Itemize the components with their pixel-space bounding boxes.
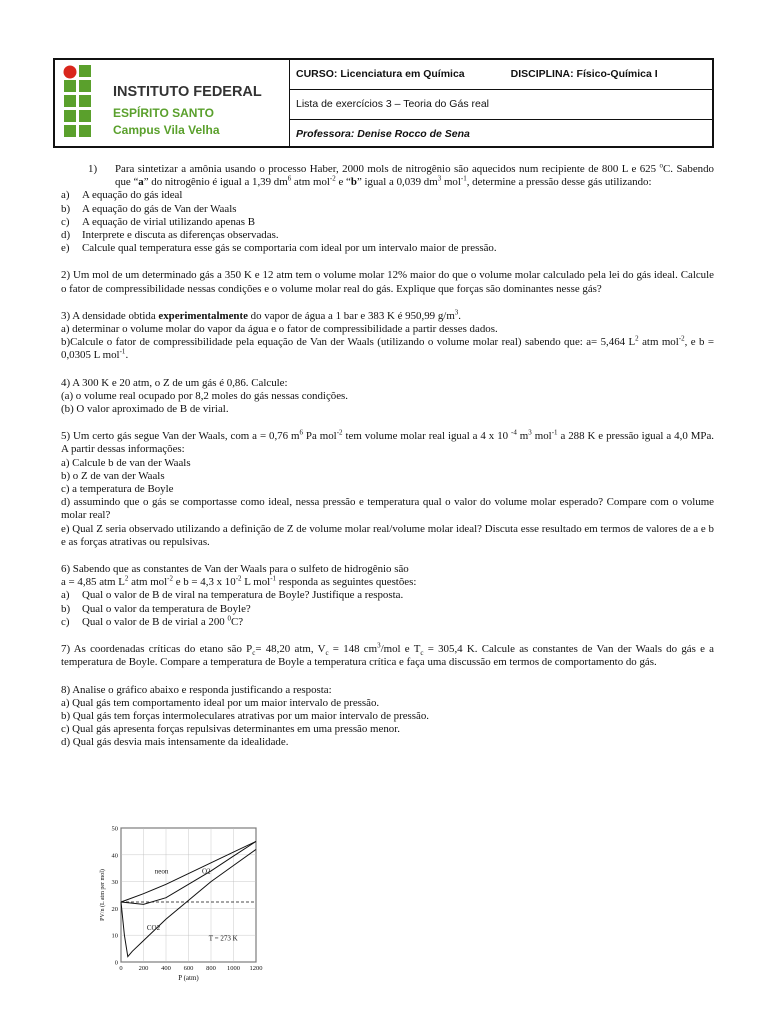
- header-info: [290, 60, 712, 146]
- question-4: [61, 377, 714, 417]
- list-item: e) Calcule qual temperatura esse gás se comportaria com ideal por um intervalo maior de pressão.: [61, 242, 497, 255]
- list-item: (b) O valor aproximado de B de virial.: [61, 403, 229, 416]
- header-row-course: [290, 60, 712, 90]
- pv-vs-pressure-chart: [96, 822, 266, 982]
- x-tick-label: 400: [161, 965, 171, 972]
- series-label-co2: CO2: [146, 923, 161, 932]
- x-tick-label: 1000: [227, 965, 240, 972]
- logo-line-1: INSTITUTO FEDERAL: [113, 84, 262, 100]
- x-tick-label: 600: [183, 965, 194, 972]
- x-axis-label: P (atm): [178, 974, 199, 982]
- list-item: a) Qual gás tem comportamento ideal por um maior intervalo de pressão.: [61, 696, 380, 709]
- list-item: b) Qual gás tem forças intermoleculares atrativas por um maior intervalo de pressão.: [61, 709, 430, 722]
- series-label-o2: O2: [202, 867, 211, 876]
- question-6-intro: 6) Sabendo que as constantes de Van der Waals para o sulfeto de hidrogênio são: [61, 563, 409, 576]
- list-item: b) A equação do gás de Van der Waals: [61, 202, 237, 215]
- list-item: b) Qual o valor da temperatura de Boyle?: [61, 602, 251, 615]
- list-item: a) Calcule b de van der Waals: [61, 456, 191, 469]
- question-1: 1) Para sintetizar a amônia usando o processo Haber, 2000 mols de nitrogênio são aquecidos num recipiente de 800 L e 625 $^o$C. Sabendo que “a” do nitrogênio é igual a 1,39 $dm^6$ atm mol$^{-2}$ e “b” igual a 0,039 $dm^3$ mol$^{-1}$, determine a pressão desse gás utilizando:: [88, 161, 714, 189]
- list-item: a) Qual o valor de B de viral na temperatura de Boyle? Justifique a resposta.: [61, 589, 404, 602]
- y-tick-label: 30: [111, 879, 118, 887]
- logo-line-3: Campus Vila Velha: [113, 123, 220, 137]
- list-item: a) A equação do gás ideal: [61, 189, 183, 202]
- temperature-annotation: T = 273 K: [208, 934, 238, 943]
- y-axis-label: PV/n (L atm per mol): [100, 869, 106, 921]
- list-item: (a) o volume real ocupado por 8,2 moles do gás nessas condições.: [61, 389, 349, 402]
- list-item: d) Qual gás desvia mais intensamente da idealidade.: [61, 736, 289, 749]
- course-label: CURSO: Licenciatura em Química: [296, 68, 465, 80]
- list-item: c) Qual o valor de B de virial a 200 $^0$C?: [61, 614, 244, 628]
- y-tick-label: 0: [114, 959, 118, 967]
- logo-line-2: ESPÍRITO SANTO: [113, 106, 214, 120]
- list-item: c) a temperatura de Boyle: [61, 483, 174, 496]
- question-8-intro: 8) Analise o gráfico abaixo e responda justificando a resposta:: [61, 683, 332, 696]
- list-item: b) o Z de van der Waals: [61, 469, 165, 482]
- question-2: 2) Um mol de um determinado gás a 350 K e 12 atm tem o volume molar 12% maior do que o volume molar calculado pela lei do gás ideal. Calcule o fator de compressibilidade nessas condições e o volume molar real do gás. Explique que forças são dominantes nesse gás?: [61, 269, 714, 295]
- exercise-list: [61, 161, 715, 750]
- y-tick-label: 20: [111, 905, 118, 913]
- y-tick-label: 10: [111, 932, 118, 940]
- list-title: Lista de exercícios 3 – Teoria do Gás real: [290, 90, 712, 120]
- question-5-intro: 5) Um certo gás segue Van der Waals, com a = 0,76 $m^6$ Pa mol$^{-2}$ tem volume molar real igual a 4 x 10 $^{-4}$ $m^3$ mol$^{-1}$ a 288 K e pressão igual a 4,0 MPa. A partir dessas informações:: [61, 428, 715, 456]
- discipline-label: DISCIPLINA: Físico-Química I: [510, 68, 658, 80]
- question-7: 7) As coordenadas críticas do etano são $P_c= 48,20$ atm, $V_c = 148$ $cm^3$/mol e $T_c = 305,4$ K. Calcule as constantes de Van der Waals do gás e a temperatura de Boyle. Compare a temperatura de Boyle a temperatura crítica e faça uma discussão em termos de comportamento do gás.: [61, 641, 714, 669]
- series-label-neon: neon: [154, 867, 169, 876]
- x-tick-label: 200: [138, 965, 149, 972]
- x-tick-label: 0: [119, 965, 123, 972]
- question-5: [61, 430, 714, 549]
- list-item: d) assumindo que o gás se comportasse como ideal, nessa pressão e temperatura qual o valor do volume molar esperado? Compare com o volume molar real?: [61, 496, 714, 522]
- list-item: b)Calcule o fator de compressibilidade pela equação de Van der Waals (utilizando o volume molar real) sabendo que: a= 5,464 $L^2$ atm mol$^{-2}$, e b = 0,0305 L mol$^{-1}$.: [61, 334, 715, 362]
- y-tick-label: 50: [111, 825, 118, 833]
- x-tick-label: 800: [206, 965, 216, 972]
- list-item: c) Qual gás apresenta forças repulsivas determinantes em uma pressão menor.: [61, 723, 400, 736]
- list-item: d) Interprete e discuta as diferenças observadas.: [61, 229, 279, 242]
- list-item: c) A equação de virial utilizando apenas B: [61, 215, 255, 228]
- question-3: [61, 310, 714, 363]
- question-6: [61, 563, 714, 629]
- if-logo-grid-icon: [63, 64, 103, 144]
- question-4-intro: 4) A 300 K e 20 atm, o Z de um gás é 0,86. Calcule:: [61, 376, 288, 389]
- question-6-constants: a = 4,85 atm $L^2$ atm mol$^{-2}$ e b = 4,3 x $10^{-2}$ L mol$^{-1}$ responda as seguintes questões:: [61, 574, 417, 589]
- y-tick-label: 40: [111, 852, 118, 860]
- question-8: [61, 684, 714, 750]
- question-3-intro: 3) A densidade obtida experimentalmente do vapor de água a 1 bar e 383 K é 950,99 $g/m^3$.: [61, 308, 462, 322]
- x-tick-label: 1200: [249, 965, 263, 972]
- institution-logo: [55, 60, 290, 146]
- list-item: e) Qual Z seria observado utilizando a definição de Z de volume molar real/volume molar ideal? Discuta esse resultado em termos de valores de a e b e as forças atrativas ou repulsivas.: [61, 522, 714, 548]
- document-header: [53, 58, 714, 148]
- teacher-name: Professora: Denise Rocco de Sena: [296, 128, 470, 140]
- list-item: a) determinar o volume molar do vapor da água e o fator de compressibilidade a partir desses dados.: [61, 323, 498, 336]
